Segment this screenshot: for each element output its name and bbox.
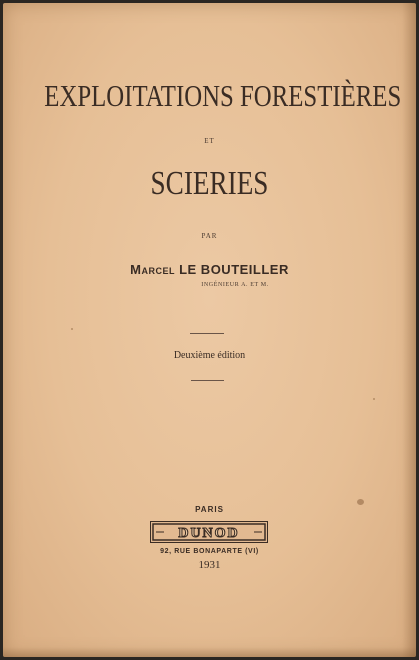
publication-year: 1931	[198, 559, 221, 571]
divider-rule-bottom	[191, 380, 224, 381]
author-qualification: INGÉNIEUR A. ET M.	[201, 282, 269, 288]
by-label: PAR	[201, 232, 218, 240]
publisher-address: 92, RUE BONAPARTE (VI)	[160, 548, 259, 555]
book-title: EXPLOITATIONS FORESTIÈRES	[44, 78, 402, 113]
book-subtitle: SCIERIES	[150, 165, 269, 202]
foxing-spot	[71, 328, 73, 330]
author-name: Marcel LE BOUTEILLER	[130, 262, 289, 277]
publisher-logo	[150, 521, 268, 543]
cover-edge-shadow-bottom	[3, 647, 416, 657]
foxing-spot	[373, 398, 375, 400]
publisher-logo-text: DUNOD	[178, 526, 240, 541]
book-cover	[3, 3, 416, 657]
edition-label: Deuxième édition	[173, 350, 246, 361]
publisher-city: PARIS	[195, 505, 224, 514]
divider-rule-top	[190, 333, 224, 334]
title-conjunction: ET	[204, 137, 215, 145]
